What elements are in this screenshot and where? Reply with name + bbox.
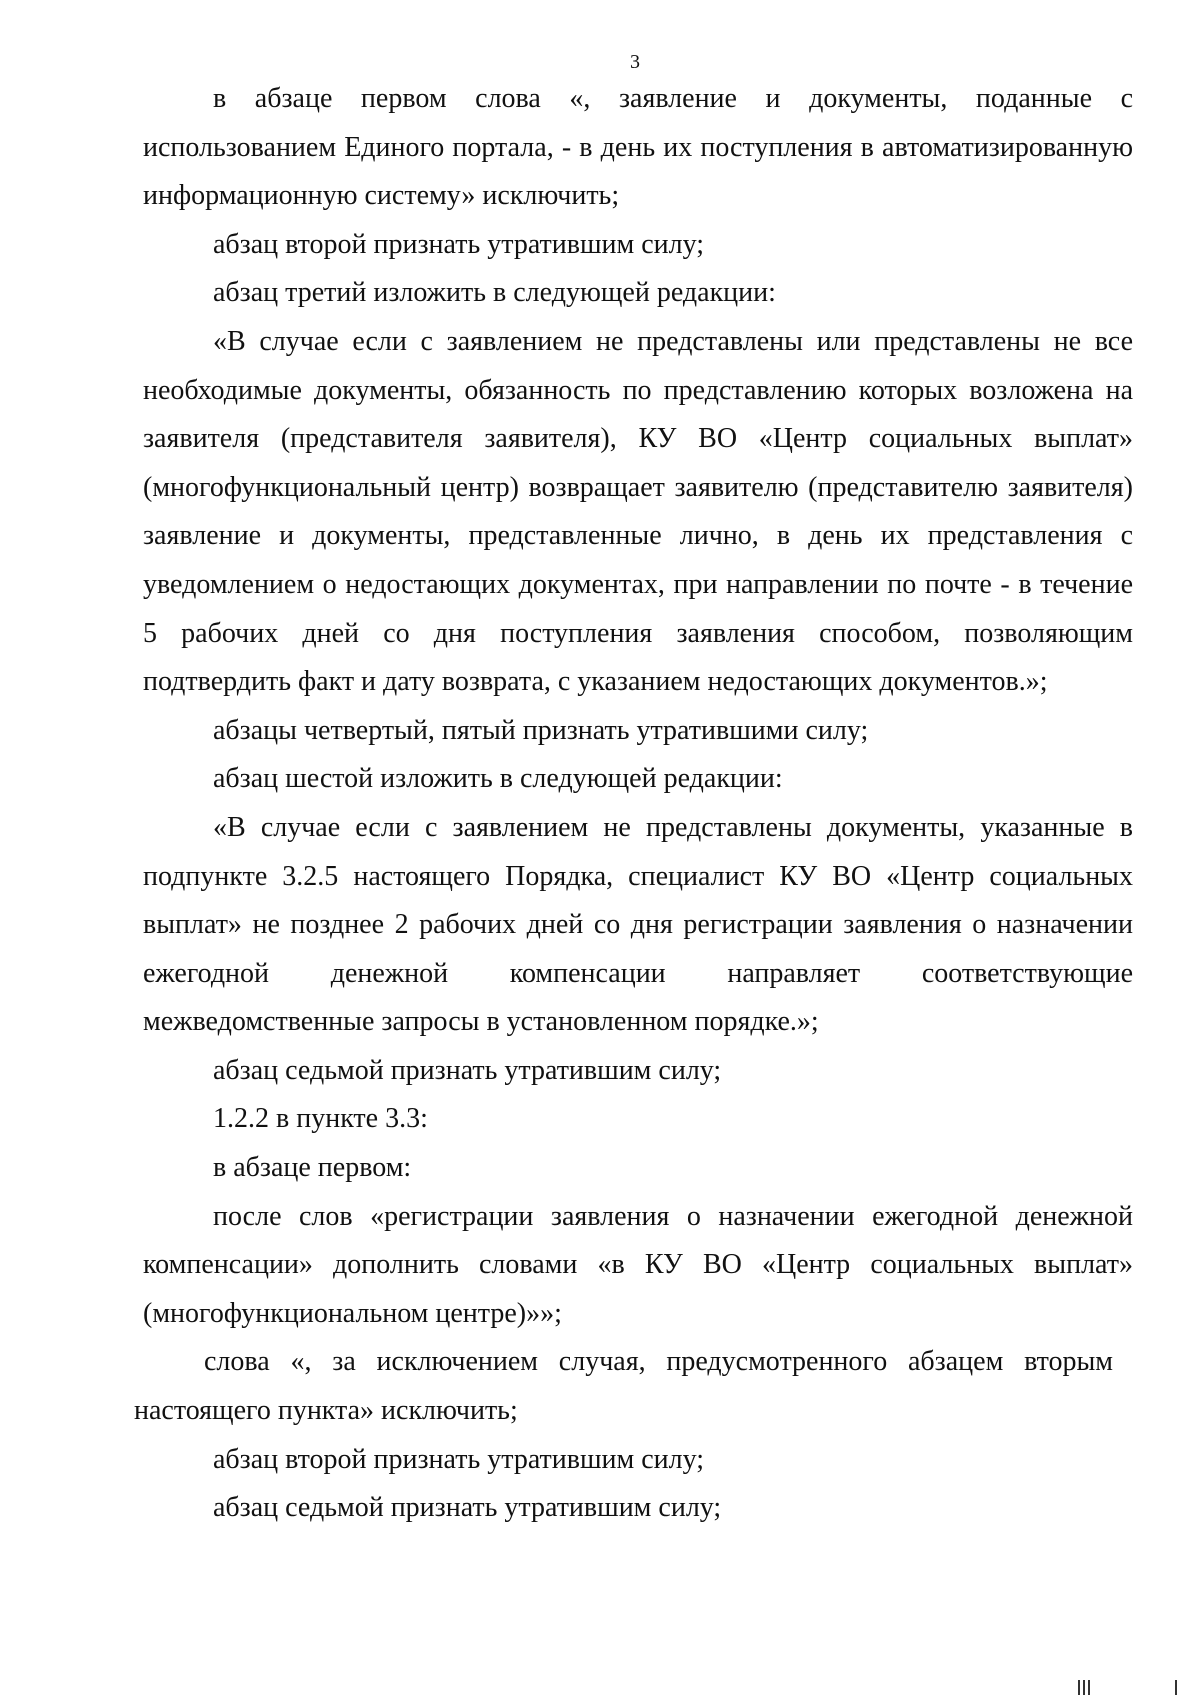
page-number: 3 <box>630 51 640 73</box>
paragraph-6: абзац шестой изложить в следующей редакции: <box>213 763 783 795</box>
paragraph-10: в абзаце первом: <box>213 1152 412 1184</box>
scan-artifact-marks <box>1078 1676 1188 1697</box>
document-body <box>134 75 1133 1533</box>
paragraph-12: слова «, за исключением случая, предусмотренного абзацем вторым настоящего пункта» исключить; <box>134 1346 1113 1427</box>
paragraph-14: абзац седьмой признать утратившим силу; <box>213 1492 722 1524</box>
paragraph-5: абзацы четвертый, пятый признать утратившими силу; <box>213 714 869 746</box>
paragraph-11: после слов «регистрации заявления о назначении ежегодной денежной компенсации» дополнить словами «в КУ ВО «Центр социальных выплат» (многофункциональном центре)»»; <box>143 1200 1133 1329</box>
paragraph-8: абзац седьмой признать утратившим силу; <box>213 1054 722 1086</box>
paragraph-13: абзац второй признать утратившим силу; <box>213 1443 705 1475</box>
paragraph-4: «В случае если с заявлением не представлены или представлены не все необходимые документы, обязанность по представлению которых возложена на заявителя (представителя заявителя), КУ ВО «Центр социальных выплат» (многофункциональный центр) возвращает заявителю (представителю заявителя) заявление и документы, представленные лично, в день их представления с уведомлением о недостающих документах, при направлении по почте - в течение 5 рабочих дней со дня поступления заявления способом, позволяющим подтвердить факт и дату возврата, с указанием недостающих документов.»; <box>143 325 1133 698</box>
paragraph-9: 1.2.2 в пункте 3.3: <box>213 1103 428 1135</box>
paragraph-7: «В случае если с заявлением не представлены документы, указанные в подпункте 3.2.5 настоящего Порядка, специалист КУ ВО «Центр социальных выплат» не позднее 2 рабочих дней со дня регистрации заявления о назначении ежегодной денежной компенсации направляет соответствующие межведомственные запросы в установленном порядке.»; <box>143 811 1133 1038</box>
paragraph-2: абзац второй признать утратившим силу; <box>213 228 705 260</box>
paragraph-3: абзац третий изложить в следующей редакции: <box>213 277 776 309</box>
paragraph-1: в абзаце первом слова «, заявление и документы, поданные с использованием Единого портала, - в день их поступления в автоматизированную информационную систему» исключить; <box>143 83 1133 212</box>
